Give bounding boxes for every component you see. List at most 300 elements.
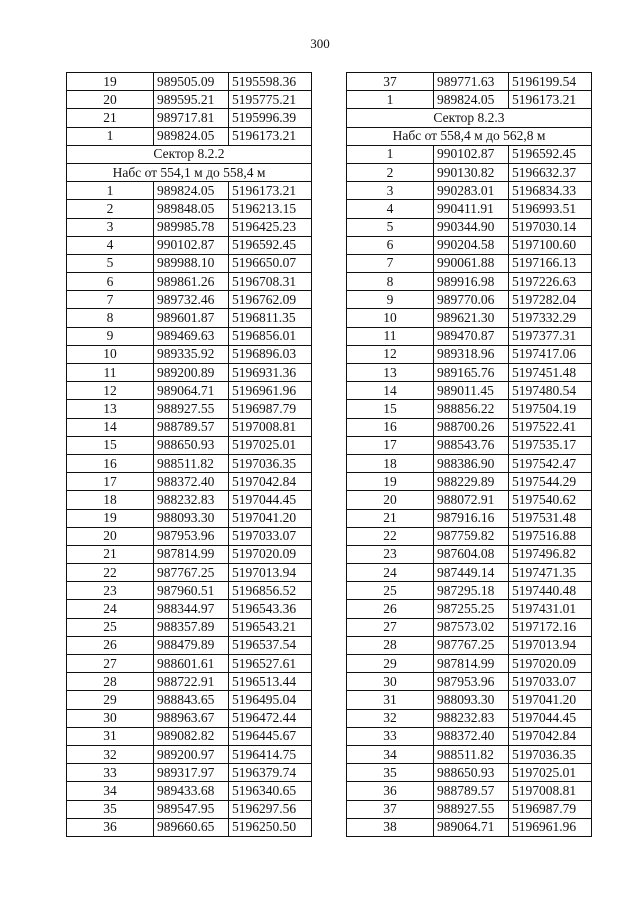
- x-coordinate-cell: 987960.51: [154, 582, 229, 600]
- x-coordinate-cell: 989660.65: [154, 818, 229, 836]
- table-row: [347, 273, 592, 291]
- y-coordinate-cell: 5197030.14: [509, 218, 592, 236]
- table-row: [347, 655, 592, 673]
- y-coordinate-cell: 5197036.35: [509, 745, 592, 763]
- x-coordinate-cell: 989621.30: [434, 309, 509, 327]
- point-number-cell: 38: [347, 818, 434, 836]
- point-number-cell: 17: [347, 436, 434, 454]
- y-coordinate-cell: 5197042.84: [229, 473, 312, 491]
- coordinates-table-right: [346, 72, 592, 837]
- point-number-cell: 22: [67, 564, 154, 582]
- x-coordinate-cell: 989469.63: [154, 327, 229, 345]
- table-row: [67, 709, 312, 727]
- point-number-cell: 5: [67, 254, 154, 272]
- x-coordinate-cell: 988700.26: [434, 418, 509, 436]
- y-coordinate-cell: 5197013.94: [229, 564, 312, 582]
- point-number-cell: 34: [67, 782, 154, 800]
- point-number-cell: 4: [347, 200, 434, 218]
- y-coordinate-cell: 5196811.35: [229, 309, 312, 327]
- point-number-cell: 14: [67, 418, 154, 436]
- y-coordinate-cell: 5197496.82: [509, 545, 592, 563]
- table-row: [347, 764, 592, 782]
- sector-header-row: [347, 109, 592, 127]
- sector-range-row: [67, 163, 312, 181]
- point-number-cell: 32: [347, 709, 434, 727]
- x-coordinate-cell: 990204.58: [434, 236, 509, 254]
- point-number-cell: 29: [67, 691, 154, 709]
- x-coordinate-cell: 988927.55: [434, 800, 509, 818]
- table-row: [67, 745, 312, 763]
- y-coordinate-cell: 5196762.09: [229, 291, 312, 309]
- x-coordinate-cell: 987814.99: [154, 545, 229, 563]
- x-coordinate-cell: 988927.55: [154, 400, 229, 418]
- point-number-cell: 35: [67, 800, 154, 818]
- table-row: [67, 382, 312, 400]
- table-row: [347, 636, 592, 654]
- page-number: 300: [310, 36, 330, 51]
- y-coordinate-cell: 5197535.17: [509, 436, 592, 454]
- y-coordinate-cell: 5197544.29: [509, 473, 592, 491]
- point-number-cell: 13: [67, 400, 154, 418]
- y-coordinate-cell: 5196961.96: [229, 382, 312, 400]
- point-number-cell: 18: [67, 491, 154, 509]
- point-number-cell: 32: [67, 745, 154, 763]
- y-coordinate-cell: 5197013.94: [509, 636, 592, 654]
- point-number-cell: 36: [67, 818, 154, 836]
- point-number-cell: 6: [67, 273, 154, 291]
- y-coordinate-cell: 5196856.52: [229, 582, 312, 600]
- x-coordinate-cell: 990411.91: [434, 200, 509, 218]
- y-coordinate-cell: 5197044.45: [509, 709, 592, 727]
- table-row: [67, 800, 312, 818]
- x-coordinate-cell: 988229.89: [434, 473, 509, 491]
- point-number-cell: 16: [67, 454, 154, 472]
- y-coordinate-cell: 5196250.50: [229, 818, 312, 836]
- table-row: [67, 182, 312, 200]
- x-coordinate-cell: 989165.76: [434, 364, 509, 382]
- point-number-cell: 3: [347, 182, 434, 200]
- point-number-cell: 26: [347, 600, 434, 618]
- point-number-cell: 25: [347, 582, 434, 600]
- x-coordinate-cell: 989988.10: [154, 254, 229, 272]
- x-coordinate-cell: 988650.93: [154, 436, 229, 454]
- x-coordinate-cell: 989732.46: [154, 291, 229, 309]
- point-number-cell: 23: [67, 582, 154, 600]
- sector-header-row: [67, 145, 312, 163]
- point-number-cell: 12: [67, 382, 154, 400]
- x-coordinate-cell: 990130.82: [434, 163, 509, 181]
- point-number-cell: 23: [347, 545, 434, 563]
- point-number-cell: 29: [347, 655, 434, 673]
- table-row: [347, 145, 592, 163]
- x-coordinate-cell: 989011.45: [434, 382, 509, 400]
- table-row: [347, 291, 592, 309]
- point-number-cell: 10: [67, 345, 154, 363]
- table-row: [347, 236, 592, 254]
- table-row: [347, 436, 592, 454]
- y-coordinate-cell: 5196592.45: [229, 236, 312, 254]
- x-coordinate-cell: 989547.95: [154, 800, 229, 818]
- y-coordinate-cell: 5196213.15: [229, 200, 312, 218]
- table-row: [67, 291, 312, 309]
- table-row: [347, 691, 592, 709]
- point-number-cell: 14: [347, 382, 434, 400]
- y-coordinate-cell: 5197226.63: [509, 273, 592, 291]
- y-coordinate-cell: 5197033.07: [509, 673, 592, 691]
- point-number-cell: 4: [67, 236, 154, 254]
- table-row: [347, 91, 592, 109]
- table-row: [67, 600, 312, 618]
- x-coordinate-cell: 989985.78: [154, 218, 229, 236]
- x-coordinate-cell: 987767.25: [154, 564, 229, 582]
- table-row: [67, 564, 312, 582]
- y-coordinate-cell: 5197042.84: [509, 727, 592, 745]
- y-coordinate-cell: 5197471.35: [509, 564, 592, 582]
- table-row: [347, 345, 592, 363]
- point-number-cell: 21: [67, 109, 154, 127]
- table-row: [347, 618, 592, 636]
- table-row: [347, 327, 592, 345]
- table-row: [347, 382, 592, 400]
- table-row: [67, 764, 312, 782]
- table-row: [67, 436, 312, 454]
- table-row: [347, 454, 592, 472]
- table-row: [67, 345, 312, 363]
- table-row: [347, 200, 592, 218]
- y-coordinate-cell: 5196297.56: [229, 800, 312, 818]
- table-row: [347, 400, 592, 418]
- x-coordinate-cell: 989200.89: [154, 364, 229, 382]
- point-number-cell: 26: [67, 636, 154, 654]
- point-number-cell: 19: [67, 509, 154, 527]
- y-coordinate-cell: 5197166.13: [509, 254, 592, 272]
- x-coordinate-cell: 987573.02: [434, 618, 509, 636]
- x-coordinate-cell: 990102.87: [154, 236, 229, 254]
- y-coordinate-cell: 5196425.23: [229, 218, 312, 236]
- y-coordinate-cell: 5197377.31: [509, 327, 592, 345]
- y-coordinate-cell: 5197033.07: [229, 527, 312, 545]
- y-coordinate-cell: 5196834.33: [509, 182, 592, 200]
- y-coordinate-cell: 5196650.07: [229, 254, 312, 272]
- x-coordinate-cell: 989770.06: [434, 291, 509, 309]
- table-row: [67, 618, 312, 636]
- x-coordinate-cell: 988232.83: [434, 709, 509, 727]
- table-row: [67, 818, 312, 836]
- point-number-cell: 19: [347, 473, 434, 491]
- y-coordinate-cell: 5197417.06: [509, 345, 592, 363]
- x-coordinate-cell: 988722.91: [154, 673, 229, 691]
- table-row: [347, 782, 592, 800]
- y-coordinate-cell: 5197522.41: [509, 418, 592, 436]
- x-coordinate-cell: 989082.82: [154, 727, 229, 745]
- point-number-cell: 12: [347, 345, 434, 363]
- y-coordinate-cell: 5197540.62: [509, 491, 592, 509]
- point-number-cell: 1: [67, 127, 154, 145]
- table-row: [67, 454, 312, 472]
- y-coordinate-cell: 5196173.21: [229, 127, 312, 145]
- sector-range-row: [347, 127, 592, 145]
- coordinates-table-left: [66, 72, 312, 837]
- x-coordinate-cell: 988072.91: [434, 491, 509, 509]
- table-row: [67, 509, 312, 527]
- y-coordinate-cell: 5197440.48: [509, 582, 592, 600]
- point-number-cell: 33: [347, 727, 434, 745]
- y-coordinate-cell: 5196495.04: [229, 691, 312, 709]
- point-number-cell: 20: [67, 91, 154, 109]
- x-coordinate-cell: 989771.63: [434, 73, 509, 91]
- x-coordinate-cell: 989505.09: [154, 73, 229, 91]
- point-number-cell: 1: [347, 91, 434, 109]
- point-number-cell: 1: [67, 182, 154, 200]
- x-coordinate-cell: 989824.05: [154, 127, 229, 145]
- y-coordinate-cell: 5196592.45: [509, 145, 592, 163]
- x-coordinate-cell: 988511.82: [434, 745, 509, 763]
- y-coordinate-cell: 5196527.61: [229, 655, 312, 673]
- point-number-cell: 27: [67, 655, 154, 673]
- x-coordinate-cell: 989335.92: [154, 345, 229, 363]
- x-coordinate-cell: 988843.65: [154, 691, 229, 709]
- y-coordinate-cell: 5197504.19: [509, 400, 592, 418]
- x-coordinate-cell: 989318.96: [434, 345, 509, 363]
- y-coordinate-cell: 5196472.44: [229, 709, 312, 727]
- table-row: [67, 727, 312, 745]
- x-coordinate-cell: 989824.05: [434, 91, 509, 109]
- table-row: [67, 582, 312, 600]
- point-number-cell: 25: [67, 618, 154, 636]
- table-row: [347, 727, 592, 745]
- point-number-cell: 5: [347, 218, 434, 236]
- y-coordinate-cell: 5197172.16: [509, 618, 592, 636]
- x-coordinate-cell: 989200.97: [154, 745, 229, 763]
- point-number-cell: 11: [67, 364, 154, 382]
- point-number-cell: 24: [347, 564, 434, 582]
- y-coordinate-cell: 5197542.47: [509, 454, 592, 472]
- table-row: [67, 254, 312, 272]
- table-row: [347, 673, 592, 691]
- x-coordinate-cell: 987953.96: [434, 673, 509, 691]
- table-row: [67, 473, 312, 491]
- y-coordinate-cell: 5196708.31: [229, 273, 312, 291]
- y-coordinate-cell: 5197282.04: [509, 291, 592, 309]
- point-number-cell: 22: [347, 527, 434, 545]
- table-row: [67, 127, 312, 145]
- point-number-cell: 33: [67, 764, 154, 782]
- x-coordinate-cell: 988601.61: [154, 655, 229, 673]
- table-row: [347, 254, 592, 272]
- x-coordinate-cell: 988650.93: [434, 764, 509, 782]
- x-coordinate-cell: 989848.05: [154, 200, 229, 218]
- y-coordinate-cell: 5197008.81: [509, 782, 592, 800]
- table-row: [67, 491, 312, 509]
- table-row: [67, 418, 312, 436]
- y-coordinate-cell: 5196987.79: [509, 800, 592, 818]
- x-coordinate-cell: 988543.76: [434, 436, 509, 454]
- point-number-cell: 27: [347, 618, 434, 636]
- table-row: [67, 782, 312, 800]
- x-coordinate-cell: 990283.01: [434, 182, 509, 200]
- table-row: [67, 364, 312, 382]
- point-number-cell: 8: [347, 273, 434, 291]
- y-coordinate-cell: 5196445.67: [229, 727, 312, 745]
- y-coordinate-cell: 5196961.96: [509, 818, 592, 836]
- point-number-cell: 13: [347, 364, 434, 382]
- sector-depth-range: Набс от 558,4 м до 562,8 м: [347, 127, 592, 145]
- y-coordinate-cell: 5197008.81: [229, 418, 312, 436]
- y-coordinate-cell: 5196543.21: [229, 618, 312, 636]
- x-coordinate-cell: 990344.90: [434, 218, 509, 236]
- sector-depth-range: Набс от 554,1 м до 558,4 м: [67, 163, 312, 181]
- y-coordinate-cell: 5195996.39: [229, 109, 312, 127]
- x-coordinate-cell: 988372.40: [434, 727, 509, 745]
- x-coordinate-cell: 988789.57: [154, 418, 229, 436]
- x-coordinate-cell: 989317.97: [154, 764, 229, 782]
- x-coordinate-cell: 988093.30: [154, 509, 229, 527]
- y-coordinate-cell: 5196543.36: [229, 600, 312, 618]
- sector-title: Сектор 8.2.2: [67, 145, 312, 163]
- table-row: [67, 109, 312, 127]
- point-number-cell: 10: [347, 309, 434, 327]
- table-row: [347, 218, 592, 236]
- table-row: [347, 418, 592, 436]
- table-row: [347, 564, 592, 582]
- point-number-cell: 30: [67, 709, 154, 727]
- point-number-cell: 37: [347, 73, 434, 91]
- y-coordinate-cell: 5197531.48: [509, 509, 592, 527]
- y-coordinate-cell: 5197431.01: [509, 600, 592, 618]
- y-coordinate-cell: 5196379.74: [229, 764, 312, 782]
- y-coordinate-cell: 5196993.51: [509, 200, 592, 218]
- table-row: [67, 636, 312, 654]
- point-number-cell: 8: [67, 309, 154, 327]
- table-row: [347, 163, 592, 181]
- table-row: [347, 800, 592, 818]
- x-coordinate-cell: 989595.21: [154, 91, 229, 109]
- point-number-cell: 2: [347, 163, 434, 181]
- y-coordinate-cell: 5197025.01: [509, 764, 592, 782]
- x-coordinate-cell: 989861.26: [154, 273, 229, 291]
- point-number-cell: 9: [347, 291, 434, 309]
- point-number-cell: 21: [67, 545, 154, 563]
- y-coordinate-cell: 5196931.36: [229, 364, 312, 382]
- table-row: [67, 673, 312, 691]
- table-row: [67, 400, 312, 418]
- y-coordinate-cell: 5195598.36: [229, 73, 312, 91]
- table-row: [347, 364, 592, 382]
- table-row: [347, 491, 592, 509]
- point-number-cell: 6: [347, 236, 434, 254]
- point-number-cell: 3: [67, 218, 154, 236]
- table-row: [347, 473, 592, 491]
- point-number-cell: 36: [347, 782, 434, 800]
- point-number-cell: 24: [67, 600, 154, 618]
- x-coordinate-cell: 988372.40: [154, 473, 229, 491]
- x-coordinate-cell: 988511.82: [154, 454, 229, 472]
- y-coordinate-cell: 5197041.20: [509, 691, 592, 709]
- table-row: [67, 91, 312, 109]
- table-row: [67, 236, 312, 254]
- x-coordinate-cell: 989064.71: [154, 382, 229, 400]
- table-row: [347, 600, 592, 618]
- table-row: [347, 709, 592, 727]
- x-coordinate-cell: 988357.89: [154, 618, 229, 636]
- x-coordinate-cell: 990102.87: [434, 145, 509, 163]
- table-row: [67, 327, 312, 345]
- y-coordinate-cell: 5196632.37: [509, 163, 592, 181]
- point-number-cell: 2: [67, 200, 154, 218]
- point-number-cell: 28: [67, 673, 154, 691]
- y-coordinate-cell: 5197332.29: [509, 309, 592, 327]
- y-coordinate-cell: 5196987.79: [229, 400, 312, 418]
- y-coordinate-cell: 5196896.03: [229, 345, 312, 363]
- y-coordinate-cell: 5197020.09: [229, 545, 312, 563]
- table-row: [347, 818, 592, 836]
- y-coordinate-cell: 5196513.44: [229, 673, 312, 691]
- table-row: [347, 73, 592, 91]
- table-row: [67, 73, 312, 91]
- point-number-cell: 31: [347, 691, 434, 709]
- y-coordinate-cell: 5196537.54: [229, 636, 312, 654]
- point-number-cell: 28: [347, 636, 434, 654]
- x-coordinate-cell: 987604.08: [434, 545, 509, 563]
- y-coordinate-cell: 5197480.54: [509, 382, 592, 400]
- point-number-cell: 16: [347, 418, 434, 436]
- table-row: [347, 182, 592, 200]
- x-coordinate-cell: 989601.87: [154, 309, 229, 327]
- x-coordinate-cell: 987814.99: [434, 655, 509, 673]
- y-coordinate-cell: 5197516.88: [509, 527, 592, 545]
- point-number-cell: 9: [67, 327, 154, 345]
- point-number-cell: 19: [67, 73, 154, 91]
- x-coordinate-cell: 988232.83: [154, 491, 229, 509]
- table-row: [67, 309, 312, 327]
- point-number-cell: 30: [347, 673, 434, 691]
- y-coordinate-cell: 5195775.21: [229, 91, 312, 109]
- point-number-cell: 17: [67, 473, 154, 491]
- y-coordinate-cell: 5196173.21: [509, 91, 592, 109]
- table-row: [347, 582, 592, 600]
- table-row: [67, 218, 312, 236]
- table-row: [67, 527, 312, 545]
- x-coordinate-cell: 989433.68: [154, 782, 229, 800]
- x-coordinate-cell: 990061.88: [434, 254, 509, 272]
- x-coordinate-cell: 988344.97: [154, 600, 229, 618]
- x-coordinate-cell: 989064.71: [434, 818, 509, 836]
- table-row: [347, 527, 592, 545]
- x-coordinate-cell: 988386.90: [434, 454, 509, 472]
- x-coordinate-cell: 989916.98: [434, 273, 509, 291]
- y-coordinate-cell: 5196173.21: [229, 182, 312, 200]
- table-row: [67, 545, 312, 563]
- x-coordinate-cell: 987953.96: [154, 527, 229, 545]
- sector-title: Сектор 8.2.3: [347, 109, 592, 127]
- point-number-cell: 7: [347, 254, 434, 272]
- table-row: [67, 200, 312, 218]
- point-number-cell: 7: [67, 291, 154, 309]
- y-coordinate-cell: 5197041.20: [229, 509, 312, 527]
- x-coordinate-cell: 988479.89: [154, 636, 229, 654]
- table-row: [347, 745, 592, 763]
- point-number-cell: 20: [67, 527, 154, 545]
- x-coordinate-cell: 988856.22: [434, 400, 509, 418]
- y-coordinate-cell: 5196340.65: [229, 782, 312, 800]
- point-number-cell: 21: [347, 509, 434, 527]
- table-row: [67, 655, 312, 673]
- point-number-cell: 31: [67, 727, 154, 745]
- x-coordinate-cell: 988789.57: [434, 782, 509, 800]
- point-number-cell: 35: [347, 764, 434, 782]
- x-coordinate-cell: 988963.67: [154, 709, 229, 727]
- y-coordinate-cell: 5197036.35: [229, 454, 312, 472]
